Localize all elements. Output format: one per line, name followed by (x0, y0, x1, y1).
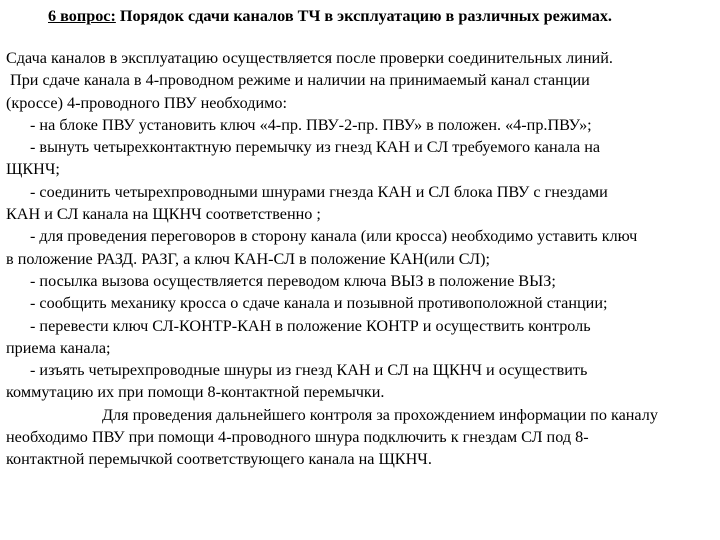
document-page (6, 6, 712, 471)
list-item: - на блоке ПВУ установить ключ «4-пр. ПВУ-2-пр. ПВУ» в положен. «4-пр.ПВУ»; (30, 115, 592, 134)
list-item: - посылка вызова осуществляется переводом ключа ВЫЗ в положение ВЫЗ; (30, 271, 556, 290)
text-line: необходимо ПВУ при помощи 4-проводного шнура подключить к гнездам СЛ под 8- (6, 428, 589, 447)
text-line: Для проведения дальнейшего контроля за прохождением информации по каналу (102, 405, 658, 424)
body-text (6, 47, 712, 471)
list-item: - вынуть четырехконтактную перемычку из гнезд КАН и СЛ требуемого канала на (30, 138, 601, 157)
text-line: Сдача каналов в эксплуатацию осуществляется после проверки соединительных линий. (6, 49, 613, 67)
list-item: - для проведения переговоров в сторону канала (или кросса) необходимо уставить ключ (30, 227, 638, 246)
page-title (6, 6, 712, 27)
list-item: - соединить четырехпроводными шнурами гнезда КАН и СЛ блока ПВУ с гнездами (30, 182, 608, 201)
text-line: приема канала; (6, 338, 111, 357)
text-line: КАН и СЛ канала на ЩКНЧ соответственно ; (6, 205, 321, 224)
text-line: ЩКНЧ; (6, 160, 60, 179)
text-line: контактной перемычкой соответствующего канала на ЩКНЧ. (6, 450, 432, 469)
text-line: (кроссе) 4-проводного ПВУ необходимо: (6, 93, 287, 112)
list-item: - изъять четырехпроводные шнуры из гнезд КАН и СЛ на ЩКНЧ и осуществить (30, 361, 588, 380)
question-title: Порядок сдачи каналов ТЧ в эксплуатацию в различных режимах. (115, 7, 612, 25)
text-line: коммутацию их при помощи 8-контактной перемычки. (6, 383, 385, 402)
list-item: - перевести ключ СЛ-КОНТР-КАН в положение КОНТР и осуществить контроль (30, 316, 591, 335)
text-line: в положение РАЗД. РАЗГ, а ключ КАН-СЛ в положение КАН(или СЛ); (6, 249, 490, 268)
question-number: 6 вопрос: (48, 7, 116, 25)
text-line: При сдаче канала в 4-проводном режиме и наличии на принимаемый канал станции (10, 71, 590, 90)
list-item: - сообщить механику кросса о сдаче канала и позывной противоположной станции; (30, 294, 608, 313)
